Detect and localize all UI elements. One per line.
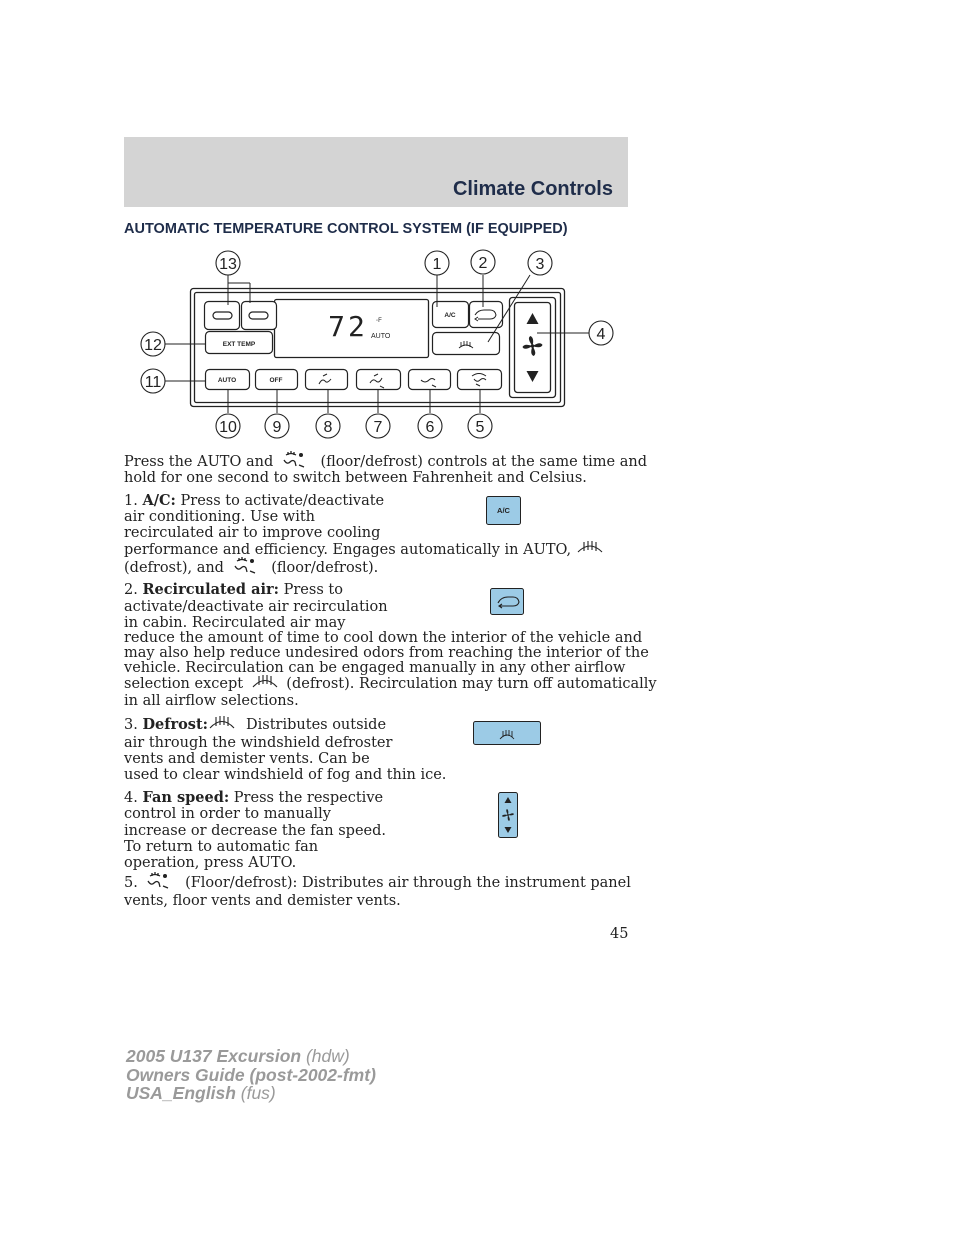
item-recirc-line-2: activate/deactivate air recirculation	[124, 599, 388, 615]
callout-9: 9	[272, 419, 282, 436]
callout-1: 1	[432, 256, 442, 273]
item-fan-line-4: To return to automatic fan	[124, 839, 319, 855]
item-ac-line-2: air conditioning. Use with	[124, 509, 316, 525]
display-mode: AUTO	[371, 333, 391, 340]
section-heading: AUTOMATIC TEMPERATURE CONTROL SYSTEM (IF EQUIPPED)	[124, 221, 568, 237]
ac-button-image-label: A/C	[497, 506, 510, 515]
floor-defrost-icon	[231, 557, 265, 575]
page-number: 45	[610, 926, 629, 942]
recirculate-button-image	[490, 588, 526, 616]
item-ac-line-3: recirculated air to improve cooling	[124, 525, 381, 541]
callout-4: 4	[596, 326, 606, 343]
item-recirc-line-8: in all airflow selections.	[124, 693, 299, 709]
intro-line-2: hold for one second to switch between Fahrenheit and Celsius.	[124, 470, 587, 486]
display-unit: ◦F	[376, 318, 382, 324]
display-temperature: 72	[328, 310, 368, 343]
floor-defrost-icon	[280, 451, 314, 469]
callout-13: 13	[219, 256, 237, 273]
item-defrost-line-2: air through the windshield defroster	[124, 735, 393, 751]
floor-defrost-icon	[144, 872, 178, 890]
callout-11: 11	[144, 374, 162, 391]
footer-line-2: Owners Guide (post-2002-fmt)	[126, 1064, 376, 1085]
item-fan-line-5: operation, press AUTO.	[124, 855, 297, 871]
item-ac-line-4: performance and efficiency. Engages automatically in AUTO,	[124, 542, 604, 558]
callout-7: 7	[373, 419, 383, 436]
callout-8: 8	[323, 419, 333, 436]
callout-3: 3	[535, 256, 545, 273]
item-recirc-line-6: vehicle. Recirculation can be engaged manually in any other airflow	[124, 660, 626, 676]
ac-button-label: A/C	[444, 312, 456, 319]
footer	[126, 1047, 376, 1103]
item-floor-defrost-line-2: vents, floor vents and demister vents.	[124, 893, 401, 909]
off-button-label: OFF	[269, 377, 283, 384]
item-defrost-line-1: 3. Defrost: Distributes outside	[124, 717, 386, 733]
page-title: Climate Controls	[452, 178, 613, 200]
fan-down-arrow-icon	[527, 371, 539, 382]
intro-line-1: Press the AUTO and (floor/defrost) controls at the same time and	[124, 454, 647, 470]
defrost-icon	[576, 539, 604, 555]
item-recirc-line-3: in cabin. Recirculated air may	[124, 615, 346, 631]
item-fan-line-1: 4. Fan speed: Press the respective	[124, 789, 384, 806]
fan-up-arrow-icon	[527, 313, 539, 324]
ext-temp-button-label: EXT TEMP	[222, 341, 256, 348]
footer-line-1: 2005 U137 Excursion (hdw)	[126, 1046, 350, 1066]
item-floor-defrost-line-1: 5. (Floor/defrost): Distributes air through the instrument panel	[124, 875, 631, 891]
item-ac-line-1: 1. A/C: Press to activate/deactivate	[124, 492, 385, 509]
item-fan-line-2: control in order to manually	[124, 806, 331, 822]
defrost-icon	[208, 713, 238, 731]
item-fan-line-3: increase or decrease the fan speed.	[124, 823, 387, 839]
ac-button-image	[486, 496, 522, 526]
callout-2: 2	[478, 255, 488, 272]
header-band	[124, 137, 628, 207]
control-panel-diagram	[124, 245, 624, 445]
defrost-button-image	[473, 721, 543, 747]
callout-6: 6	[425, 419, 435, 436]
item-recirc-line-1: 2. Recirculated air: Press to	[124, 581, 343, 598]
callout-12: 12	[144, 337, 162, 354]
item-recirc-line-7: selection except (defrost). Recirculation may turn off automatically	[124, 676, 657, 692]
item-ac-line-5: (defrost), and (floor/defrost).	[124, 560, 378, 576]
fan-speed-button-image	[498, 792, 520, 840]
item-defrost-line-4: used to clear windshield of fog and thin ice.	[124, 767, 447, 783]
fan-icon	[523, 336, 543, 356]
auto-button-label: AUTO	[217, 377, 237, 384]
callout-5: 5	[475, 419, 485, 436]
defrost-icon	[248, 672, 282, 690]
item-defrost-line-3: vents and demister vents. Can be	[124, 751, 370, 767]
footer-line-3: USA_English (fus)	[126, 1083, 276, 1103]
callout-10: 10	[219, 419, 237, 436]
item-recirc-line-5: may also help reduce undesired odors from reaching the interior of the	[124, 645, 649, 661]
item-recirc-line-4: reduce the amount of time to cool down the interior of the vehicle and	[124, 630, 643, 646]
